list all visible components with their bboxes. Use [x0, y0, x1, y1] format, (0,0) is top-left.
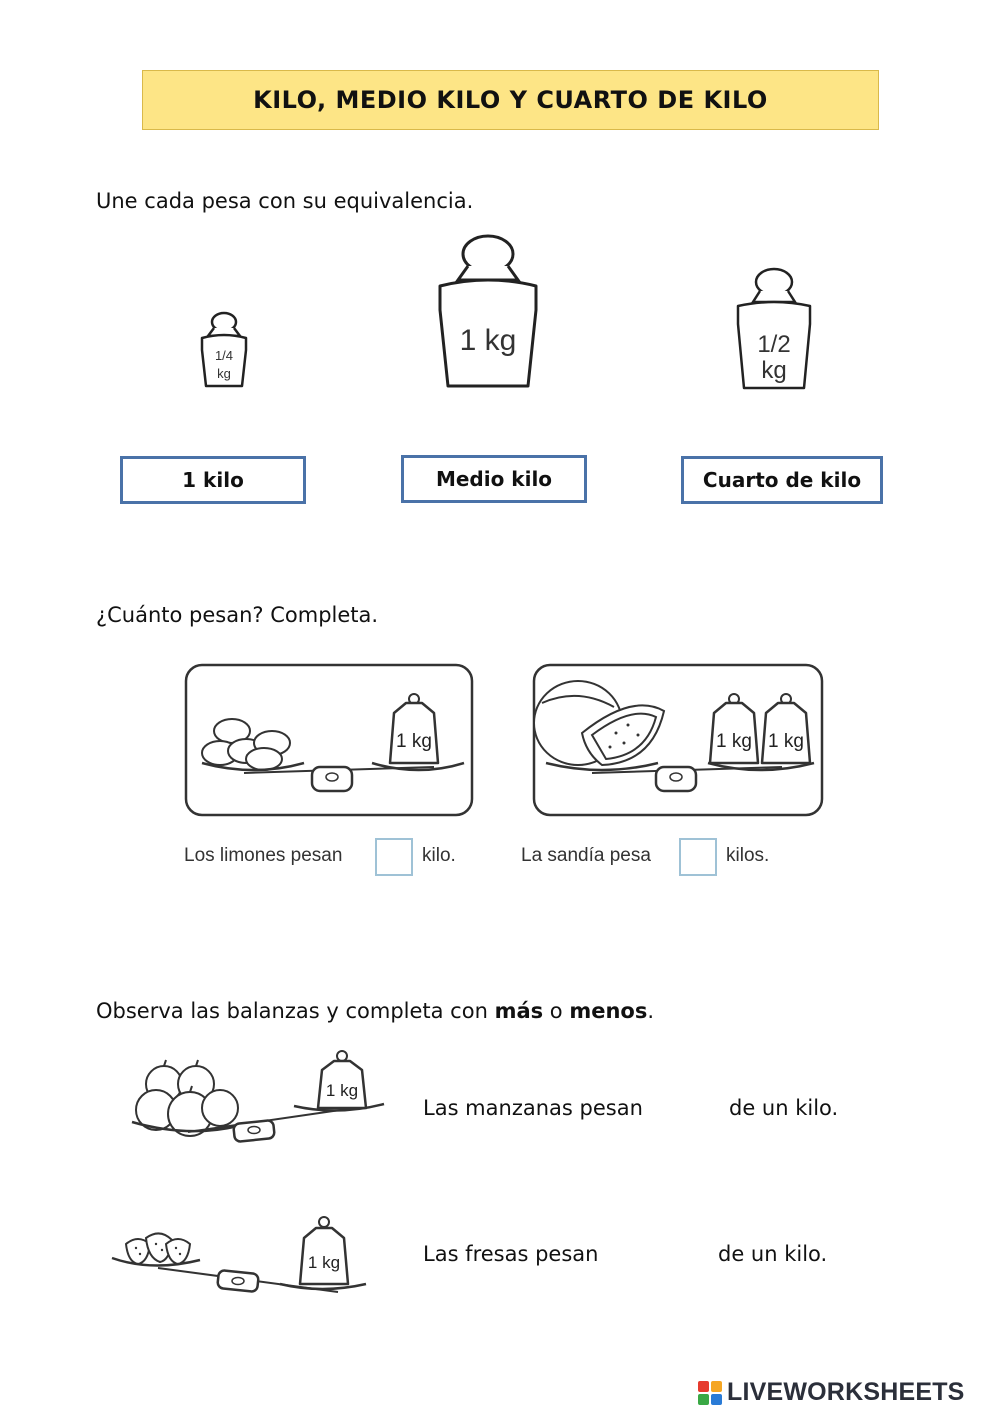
instruction-how-much: ¿Cuánto pesan? Completa. — [96, 603, 379, 627]
label-half-kilo[interactable]: Medio kilo — [401, 455, 587, 503]
instruction-more-less-start: Observa las balanzas y completa con — [96, 999, 495, 1023]
liveworksheets-logo-text: LIVEWORKSHEETS — [727, 1378, 965, 1406]
apples-answer-input[interactable] — [638, 1094, 728, 1124]
instruction-period: . — [647, 999, 655, 1023]
lemons-answer-input[interactable] — [375, 838, 413, 876]
half-weight-label-bottom: kg — [761, 357, 787, 384]
apples-sentence-end: de un kilo. — [729, 1096, 839, 1120]
half-weight-label-top: 1/2 — [757, 331, 791, 358]
lemons-scale-illustration — [184, 663, 474, 817]
lemons-sentence-end: kilo. — [422, 845, 456, 866]
apples-scale-illustration — [128, 1050, 390, 1146]
one-kilo-weight-label: 1 kg — [459, 324, 517, 357]
quarter-weight-label-top: 1/4 — [214, 348, 234, 363]
watermelon-answer-input[interactable] — [679, 838, 717, 876]
watermelon-scale-illustration — [532, 663, 824, 817]
quarter-weight-label-bottom: kg — [217, 366, 231, 381]
watermelon-sentence-start: La sandía pesa — [521, 845, 651, 866]
instruction-connector: o — [543, 999, 570, 1023]
label-quarter-kilo[interactable]: Cuarto de kilo — [681, 456, 883, 504]
strawberries-sentence-end: de un kilo. — [718, 1242, 828, 1266]
liveworksheets-logo-icon — [697, 1380, 723, 1406]
strawberries-sentence-start: Las fresas pesan — [423, 1242, 599, 1266]
label-one-kilo[interactable]: 1 kilo — [120, 456, 306, 504]
strawberries-weight-label: 1 kg — [307, 1253, 341, 1272]
lemons-weight-label: 1 kg — [396, 731, 432, 752]
word-menos: menos — [569, 999, 648, 1023]
watermelon-weight-label-2: 1 kg — [768, 731, 804, 752]
apples-icon — [136, 1060, 238, 1136]
half-kilo-weight-icon — [732, 264, 816, 394]
instruction-more-less — [96, 999, 654, 1023]
apples-weight-label: 1 kg — [325, 1081, 359, 1100]
apples-sentence-start: Las manzanas pesan — [423, 1096, 643, 1120]
strawberries-answer-input[interactable] — [622, 1240, 712, 1270]
worksheet-title: KILO, MEDIO KILO Y CUARTO DE KILO — [142, 70, 879, 130]
watermelon-weight-label-1: 1 kg — [716, 731, 752, 752]
word-mas: más — [494, 999, 544, 1023]
quarter-kilo-weight-icon — [188, 308, 260, 392]
watermelon-sentence-end: kilos. — [726, 845, 770, 866]
lemons-sentence-start: Los limones pesan — [184, 845, 343, 866]
instruction-match-weights: Une cada pesa con su equivalencia. — [96, 189, 474, 213]
one-kilo-weight-icon — [432, 232, 544, 394]
liveworksheets-logo[interactable] — [697, 1378, 965, 1407]
strawberries-scale-illustration — [108, 1214, 370, 1306]
